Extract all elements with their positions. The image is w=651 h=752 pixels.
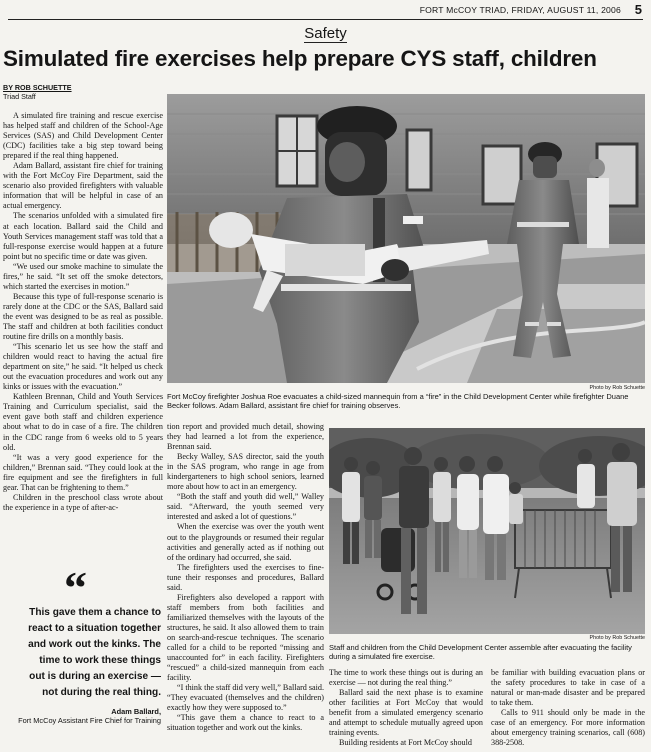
paragraph: Adam Ballard, assistant fire chief for training with the Fort McCoy Fire Department, said the scenario also provided firefighters with valuable information that will be helpful in case of an actual emergency. [3, 161, 163, 211]
paragraph: Calls to 911 should only be made in the case of an emergency. For more information about emergency training scenarios, call (608) 388-2508. [491, 708, 645, 748]
paragraph: be familiar with building evacuation plans or the safety procedures to take in case of a natural or man-made disaster and be prepared to take them. [491, 668, 645, 708]
section-label [0, 25, 651, 42]
photo-caption: Staff and children from the Child Development Center assemble after evacuating the facility during a simulated fire exercise. [329, 643, 632, 662]
pullquote-marks: “ [64, 562, 87, 613]
paragraph: “Both the staff and youth did well,” Walley said. “Afterward, the youth seemed very interested and asked a lot of questions.” [167, 492, 324, 522]
paragraph: Becky Walley, SAS director, said the youth in the SAS program, who range in age from kindergarteners to high school seniors, learned more about how to act in an emergency. [167, 452, 324, 492]
byline-role: Triad Staff [3, 92, 36, 101]
pullquote-line: out is during an exercise — [29, 670, 161, 682]
masthead [8, 4, 643, 20]
byline [3, 83, 72, 101]
paragraph: A simulated fire training and rescue exercise has helped staff and children of the School-Age Services (SAS) and Child Development Center (CDC) facilities take a big step toward being prepared if the real thing happened. [3, 111, 163, 161]
headline: Simulated fire exercises help prepare CYS staff, children [3, 46, 597, 71]
paragraph: The firefighters used the exercises to fine-tune their responses and procedures, Ballard said. [167, 562, 324, 592]
masthead-text: FORT McCOY TRIAD, FRIDAY, AUGUST 11, 2006 [419, 5, 621, 15]
pullquote [3, 605, 161, 700]
photo-credit: Photo by Rob Schuette [589, 385, 645, 391]
pullquote-line: time to work these things [39, 654, 161, 666]
paragraph: Ballard said the next phase is to examine other facilities at Fort McCoy that would benefit from a simulated emergency scenario and attempt to schedule mutually agreed upon training events. [329, 688, 483, 738]
paragraph: Building residents at Fort McCoy should [339, 738, 472, 748]
paragraph: Because this type of full-response scenario is rarely done at the CDC or the SAS, Ballard said the event was designed to be as real as possible. The staff and children at both facilities conduct routine fire drills on a monthly basis. [3, 291, 163, 342]
paragraph: Firefighters also developed a rapport with staff members from both facilities and familiarized themselves with the layouts of the structures, he said. It also allowed them to train on search-and-rescue techniques. The scenario called for a child to be reported “missing and unaccounted for” in each facility. Firefighters “rescued” a child-sized mannequin from each facility. [167, 592, 324, 683]
paragraph: “It was a very good experience for the children,” Brennan said. “They could look at the fire equipment and see the firefighters in full gear. That can be frightening to them.” [3, 452, 163, 492]
pullquote-line: This gave them a chance to [29, 607, 161, 618]
pullquote-line: react to a situation together [28, 622, 161, 634]
paragraph: Kathleen Brennan, Child and Youth Services Training and Curriculum specialist, said the event gave both staff and children experience about what to do in case of a fire. The children in the CDC range from 6 weeks old to 5 years old. [3, 392, 163, 452]
pullquote-attribution [3, 707, 161, 725]
photo-staff-children [329, 428, 645, 634]
paragraph: tion report and provided much detail, showing they had learned a lot from the experience, Brennan said. [167, 422, 324, 452]
byline-name: BY ROB SCHUETTE [3, 83, 72, 92]
article-column-3 [329, 668, 483, 750]
pullquote-line: not during the real thing. [42, 686, 161, 698]
article-column-4 [491, 668, 645, 750]
paragraph: The scenarios unfolded with a simulated fire at each location. Ballard said the Child and Youth Services management staff was told that a full-response exercise would happen at a future point but no specific time or date was given. [3, 211, 163, 261]
photo-credit: Photo by Rob Schuette [589, 635, 645, 641]
pullquote-line: and work out the kinks. The [28, 638, 161, 650]
photo-caption: Fort McCoy firefighter Joshua Roe evacuates a child-sized mannequin from a “fire” in the Child Development Center while firefighter Duane Becker follows. Adam Ballard, assistant fire chief for training observes. [167, 392, 629, 411]
paragraph: “This scenario let us see how the staff and children would react to having the actual fire department on site,” he said. “It helped us check out the evacuation procedures and work out any kinks or issues with the evacuation.” [3, 342, 163, 392]
pullquote-name: Adam Ballard, [111, 707, 161, 716]
article-column-1 [3, 111, 163, 566]
pullquote-title: Fort McCoy Assistant Fire Chief for Training [18, 716, 161, 725]
page-number: 5 [634, 2, 642, 17]
paragraph: “I think the staff did very well,” Ballard said. “They evacuated (themselves and the children) exactly how they were supposed to.” [167, 683, 324, 713]
paragraph: The time to work these things out is during an exercise — not during the real thing.” [329, 668, 483, 688]
paragraph: When the exercise was over the youth went out to the playgrounds or resumed their regular activities and generally acted as if nothing out of the ordinary had occurred, she said. [167, 522, 324, 562]
paragraph: “We used our smoke machine to simulate the fires,” he said. “It set off the smoke detectors, which started the exercises in motion.” [3, 261, 163, 291]
section-label-text: Safety [304, 25, 347, 42]
photo-firefighter-rescue [167, 94, 645, 383]
paragraph: “This gave them a chance to react to a situation together and work out the kinks. [167, 713, 324, 733]
paragraph: Children in the preschool class wrote about the experience in a type of after-ac- [3, 492, 163, 512]
article-column-2 [167, 422, 324, 750]
